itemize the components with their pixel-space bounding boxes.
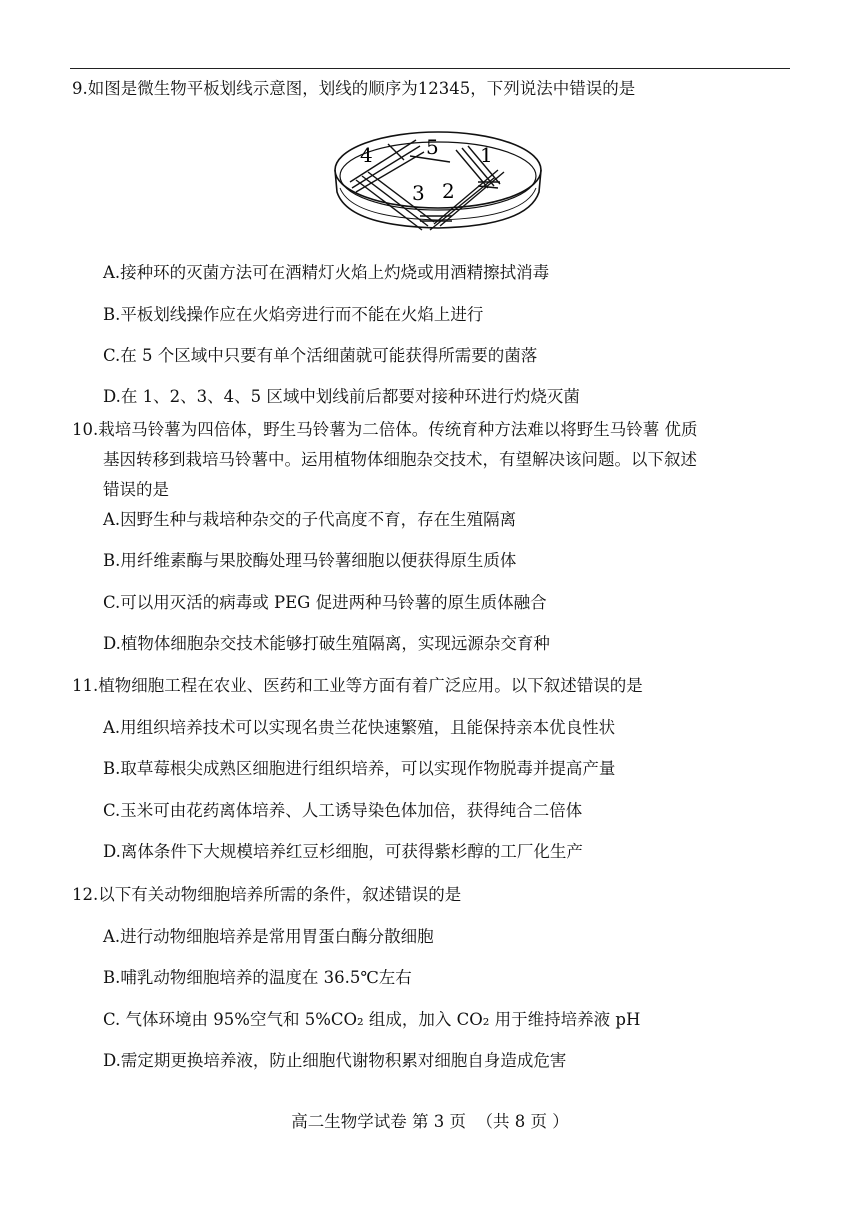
- q10-stem-line-2: 基因转移到栽培马铃薯中。运用植物体细胞杂交技术，有望解决该问题。以下叙述: [103, 450, 697, 469]
- q9-option-d: D.在 1、2、3、4、5 区域中划线前后都要对接种环进行灼烧灭菌: [103, 387, 580, 406]
- zone-label-4: 4: [360, 143, 373, 167]
- q11-option-d: D.离体条件下大规模培养红豆杉细胞，可获得紫杉醇的工厂化生产: [103, 842, 583, 861]
- q9-option-b: B.平板划线操作应在火焰旁进行而不能在火焰上进行: [103, 305, 484, 324]
- zone-label-2: 2: [442, 179, 455, 203]
- q10-stem-line-3: 错误的是: [103, 480, 169, 499]
- zone-label-1: 1: [480, 143, 493, 167]
- header-rule: [70, 68, 790, 69]
- q9-option-a: A.接种环的灭菌方法可在酒精灯火焰上灼烧或用酒精擦拭消毒: [103, 263, 550, 282]
- q10-stem-line-1: 10.栽培马铃薯为四倍体，野生马铃薯为二倍体。传统育种方法难以将野生马铃薯 优质: [72, 420, 698, 439]
- q10-option-a: A.因野生种与栽培种杂交的子代高度不育，存在生殖隔离: [103, 510, 517, 529]
- petri-dish-streak-figure: [328, 126, 548, 236]
- zone-label-5: 5: [426, 135, 439, 159]
- q12-option-b: B.哺乳动物细胞培养的温度在 36.5℃左右: [103, 968, 412, 987]
- q10-option-b: B.用纤维素酶与果胶酶处理马铃薯细胞以便获得原生质体: [103, 551, 517, 570]
- q10-option-d: D.植物体细胞杂交技术能够打破生殖隔离，实现远源杂交育种: [103, 634, 550, 653]
- zone-label-3: 3: [412, 181, 425, 205]
- q10-option-c: C.可以用灭活的病毒或 PEG 促进两种马铃薯的原生质体融合: [103, 593, 547, 612]
- q11-option-b: B.取草莓根尖成熟区细胞进行组织培养，可以实现作物脱毒并提高产量: [103, 759, 616, 778]
- q11-option-c: C.玉米可由花药离体培养、人工诱导染色体加倍，获得纯合二倍体: [103, 801, 583, 820]
- q11-option-a: A.用组织培养技术可以实现名贵兰花快速繁殖，且能保持亲本优良性状: [103, 718, 616, 737]
- q11-stem: 11.植物细胞工程在农业、医药和工业等方面有着广泛应用。以下叙述错误的是: [72, 676, 643, 695]
- q12-option-a: A.进行动物细胞培养是常用胃蛋白酶分散细胞: [103, 927, 434, 946]
- q12-stem: 12.以下有关动物细胞培养所需的条件，叙述错误的是: [72, 885, 462, 904]
- page-footer: 高二生物学试卷 第 3 页 （共 8 页 ）: [291, 1112, 569, 1131]
- q9-option-c: C.在 5 个区域中只要有单个活细菌就可能获得所需要的菌落: [103, 346, 538, 365]
- q9-stem: 9.如图是微生物平板划线示意图，划线的顺序为12345，下列说法中错误的是: [72, 79, 636, 98]
- q12-option-d: D.需定期更换培养液，防止细胞代谢物积累对细胞自身造成危害: [103, 1051, 567, 1070]
- q12-option-c: C. 气体环境由 95%空气和 5%CO₂ 组成，加入 CO₂ 用于维持培养液 pH: [103, 1010, 641, 1029]
